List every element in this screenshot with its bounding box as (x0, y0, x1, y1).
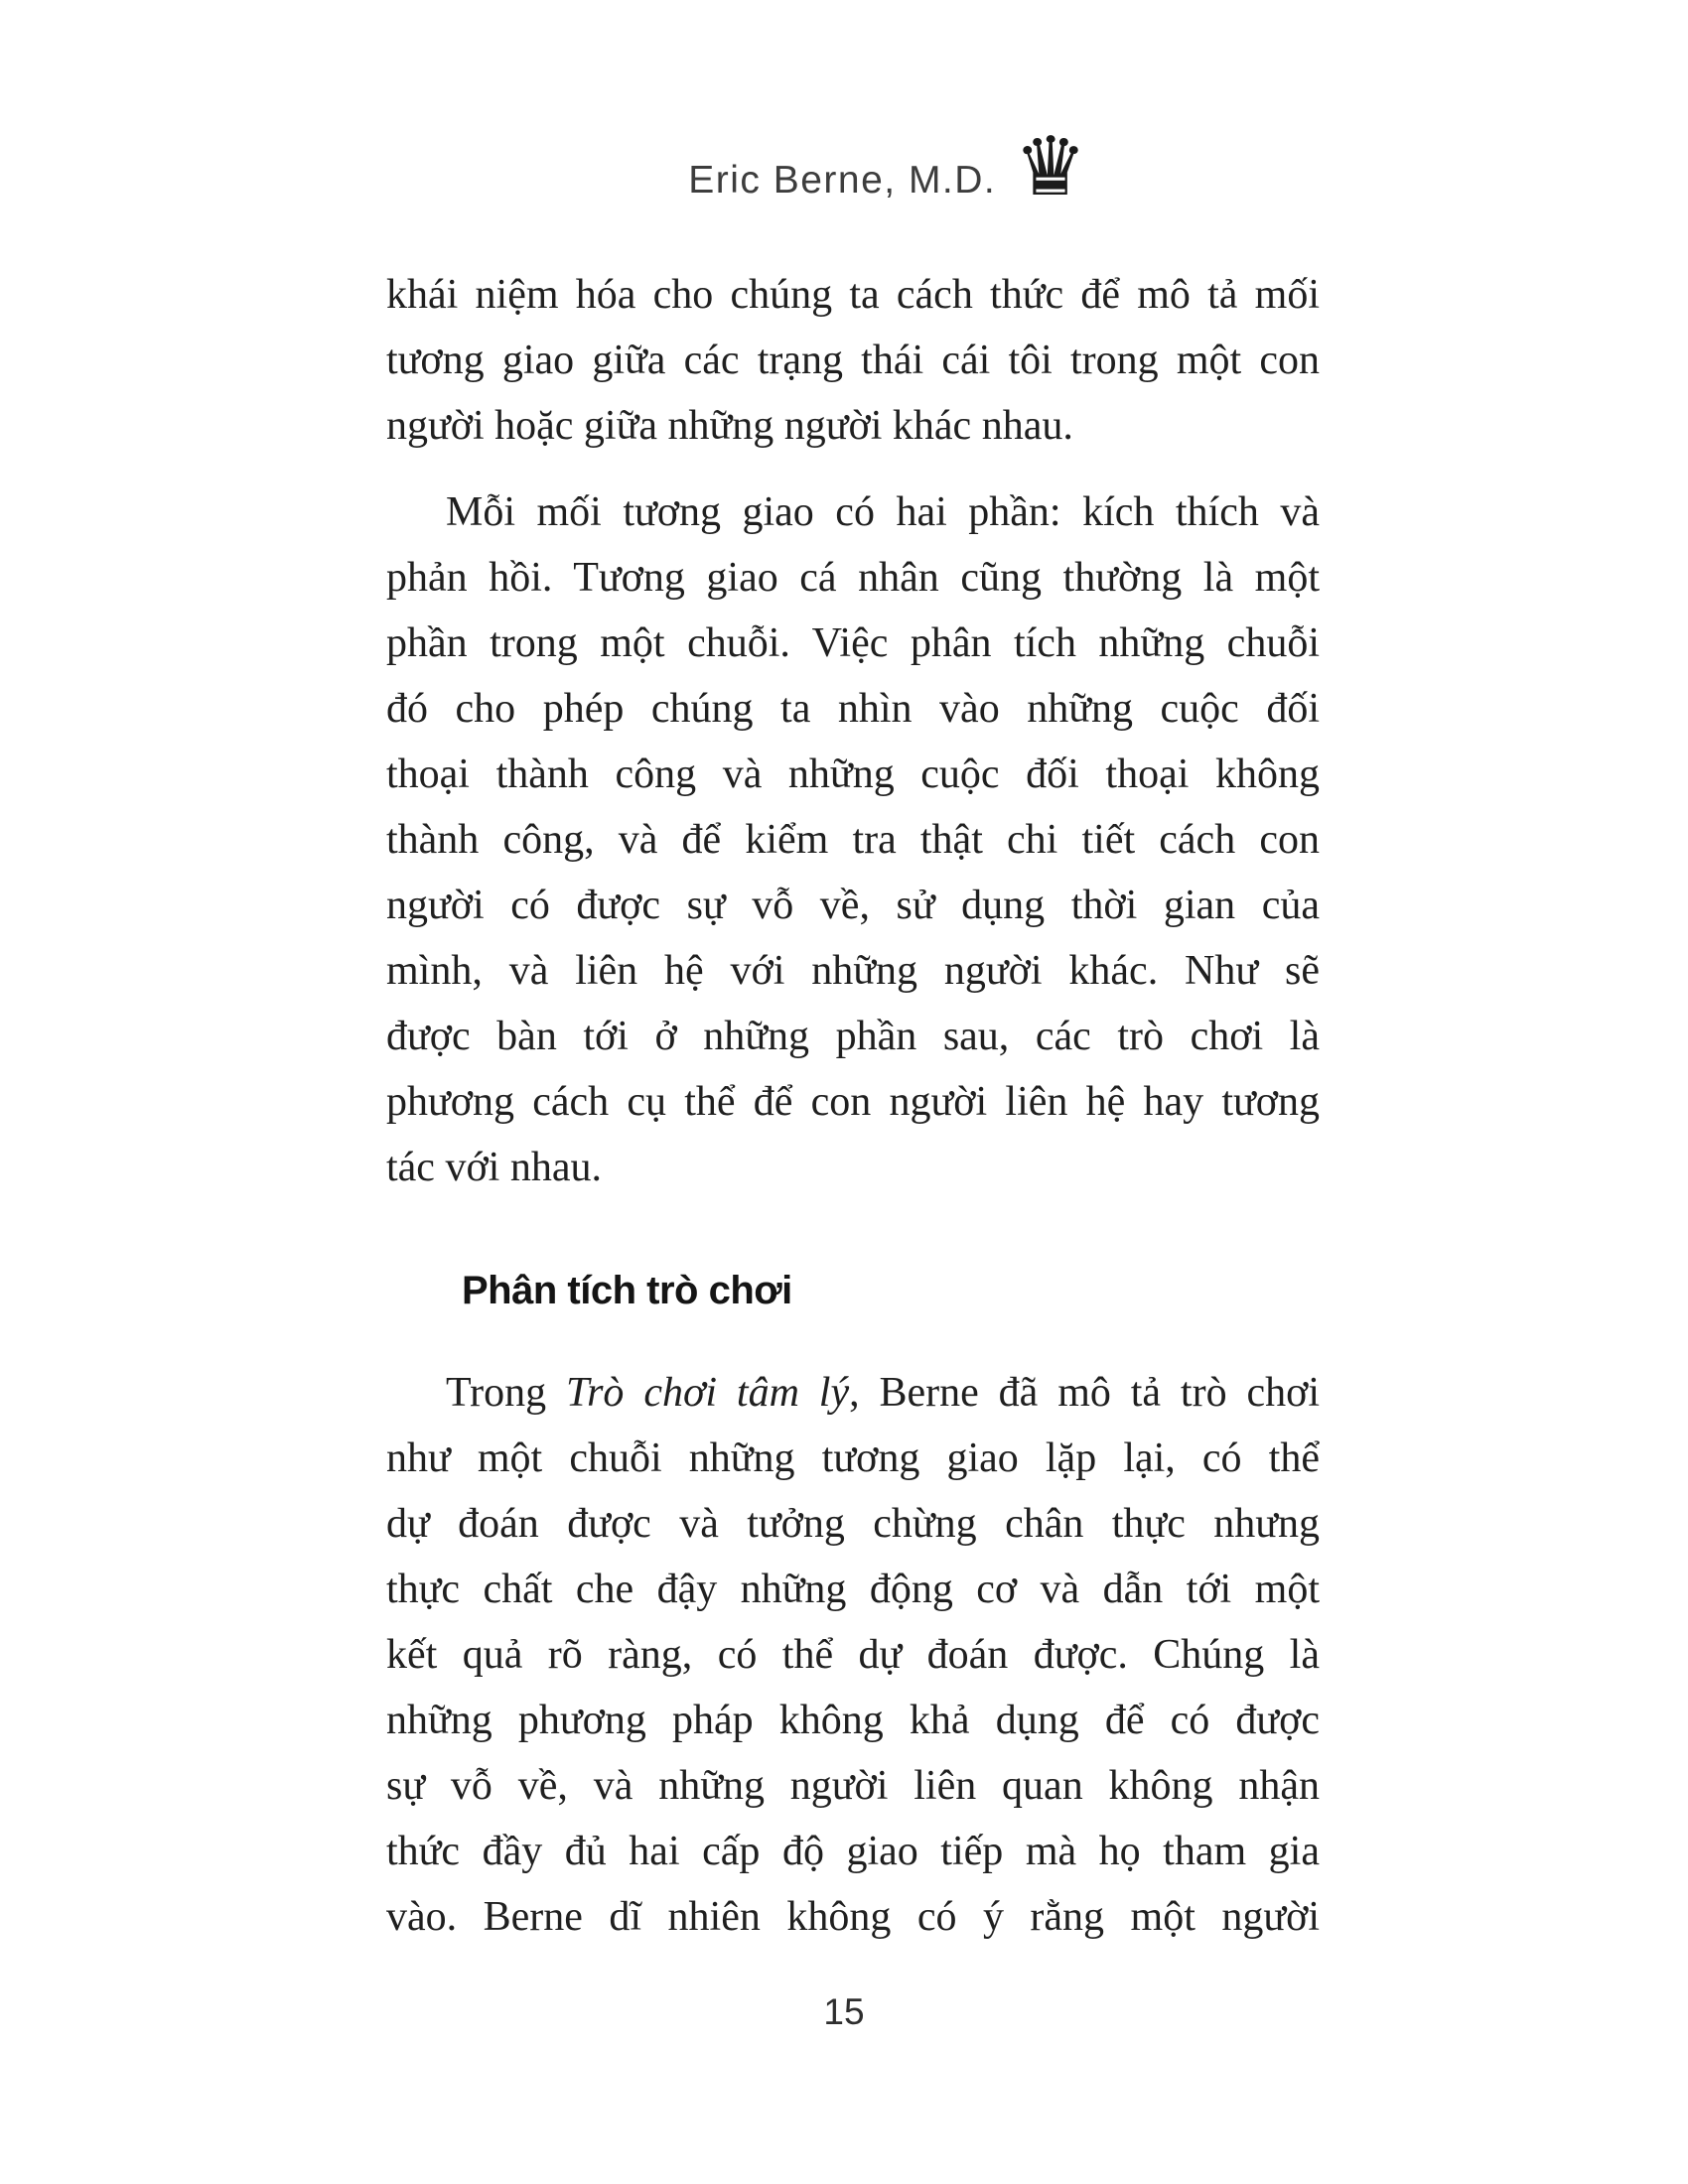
text-line: thực chất che đậy những động cơ và dẫn tới một (386, 1567, 1320, 1612)
paragraph (386, 262, 1320, 459)
text-line: phản hồi. Tương giao cá nhân cũng thường là một (386, 555, 1320, 601)
text-line: thoại thành công và những cuộc đối thoại không (386, 751, 1320, 797)
text-line: kết quả rõ ràng, có thể dự đoán được. Chúng là (386, 1632, 1320, 1678)
text-line: đó cho phép chúng ta nhìn vào những cuộc đối (386, 686, 1320, 732)
chess-queen-icon: ♛ (1014, 119, 1087, 214)
text-line: những phương pháp không khả dụng để có được (386, 1698, 1320, 1743)
text-line: như một chuỗi những tương giao lặp lại, có thể (386, 1435, 1320, 1481)
paragraph (386, 1360, 1320, 1950)
text-line: Mỗi mối tương giao có hai phần: kích thích và (446, 489, 1320, 535)
text-line: vào. Berne dĩ nhiên không có ý rằng một người (386, 1894, 1320, 1940)
paragraph (386, 479, 1320, 1200)
text-line: người hoặc giữa những người khác nhau. (386, 403, 1073, 449)
text-line: người có được sự vỗ về, sử dụng thời gian của (386, 883, 1320, 928)
section-heading: Phân tích trò chơi (462, 1269, 792, 1312)
page-number: 15 (823, 1991, 865, 2032)
text-line: thức đầy đủ hai cấp độ giao tiếp mà họ tham gia (386, 1829, 1320, 1874)
text-line: Trong Trò chơi tâm lý, Berne đã mô tả trò chơi (446, 1370, 1320, 1416)
book-title-italic: Trò chơi tâm lý (566, 1370, 850, 1416)
text-line: khái niệm hóa cho chúng ta cách thức để mô tả mối (386, 272, 1320, 318)
text-line: được bàn tới ở những phần sau, các trò chơi là (386, 1014, 1320, 1059)
text-line: dự đoán được và tưởng chừng chân thực nhưng (386, 1501, 1320, 1547)
text-line: tương giao giữa các trạng thái cái tôi trong một con (386, 338, 1320, 383)
body-text (386, 262, 1320, 1950)
author-name: Eric Berne, M.D. (688, 159, 997, 202)
text-line: thành công, và để kiểm tra thật chi tiết cách con (386, 817, 1320, 863)
text-line: sự vỗ về, và những người liên quan không nhận (386, 1763, 1320, 1809)
text-line: phương cách cụ thể để con người liên hệ hay tương (386, 1079, 1320, 1125)
text-line: mình, và liên hệ với những người khác. Như sẽ (386, 948, 1320, 994)
text-line: tác với nhau. (386, 1145, 602, 1190)
page-header (44, 119, 1688, 214)
text-line: phần trong một chuỗi. Việc phân tích những chuỗi (386, 620, 1320, 666)
